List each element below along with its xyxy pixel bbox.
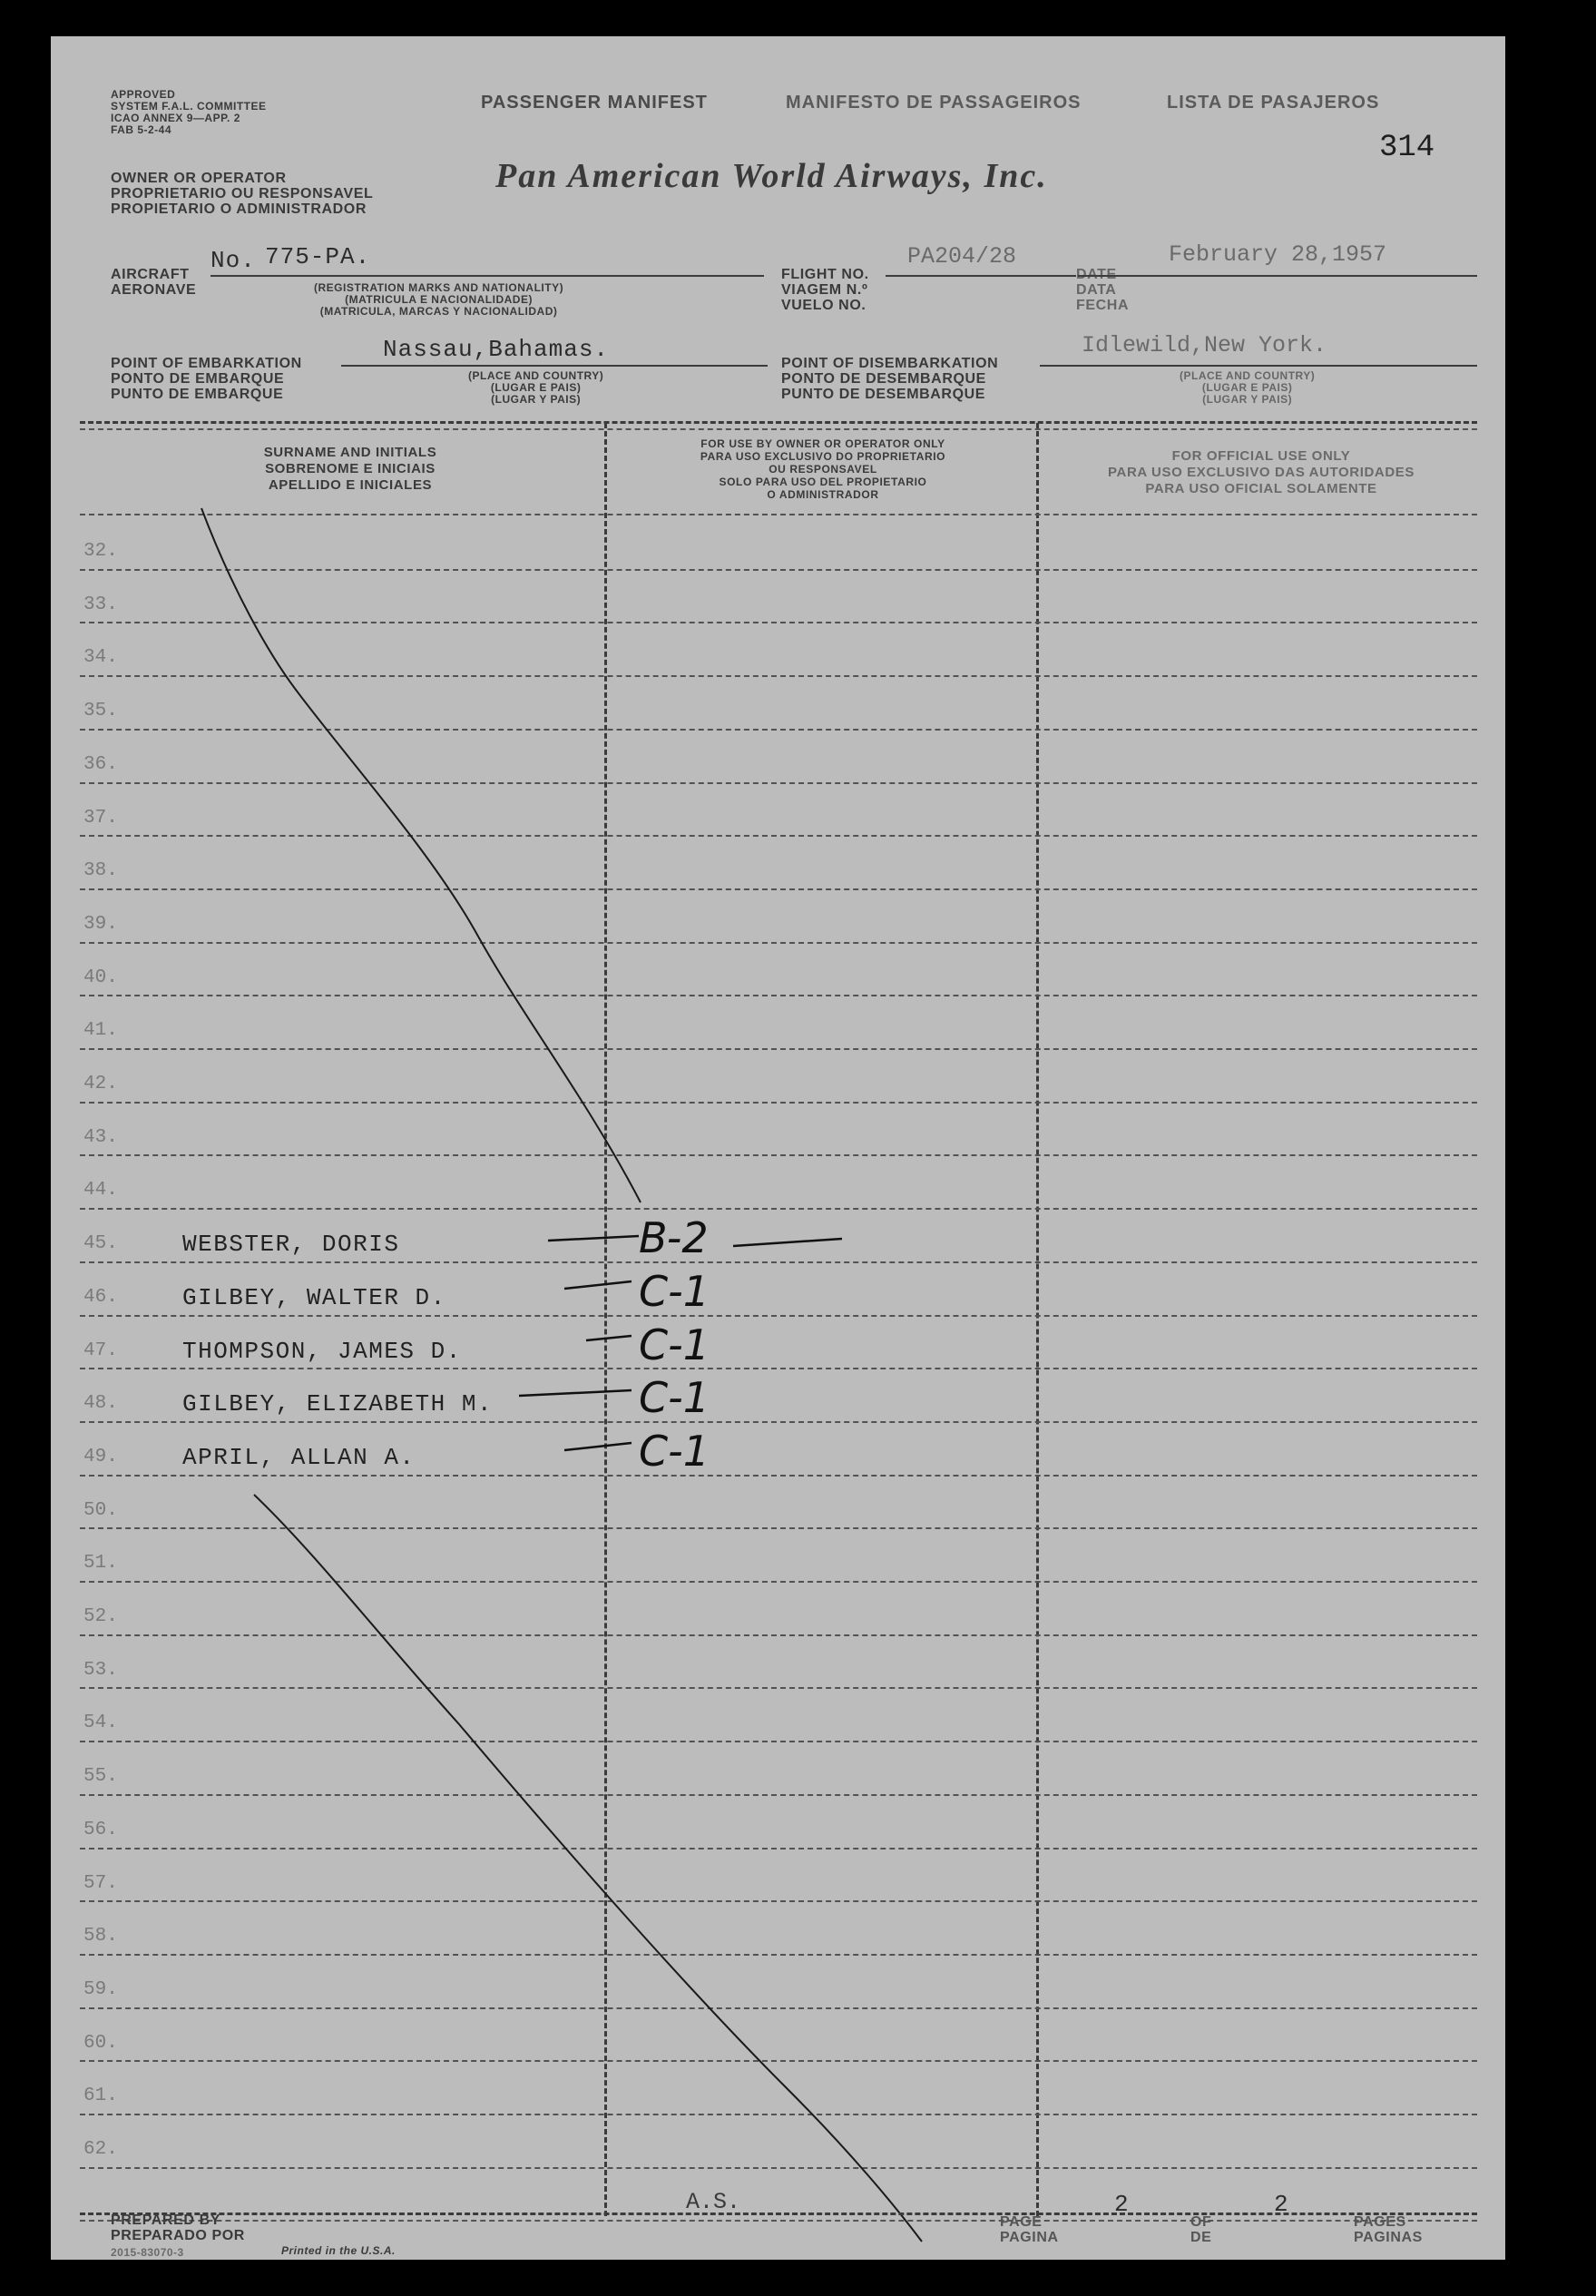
embark-label: PUNTO DE EMBARQUE — [111, 387, 284, 402]
row-number: 55. — [83, 1766, 118, 1788]
disembark-sub-label: (PLACE AND COUNTRY) — [1180, 369, 1316, 382]
row-number: 43. — [83, 1126, 118, 1148]
owner-label: OWNER OR OPERATOR — [111, 171, 287, 186]
row-number: 61. — [83, 2085, 118, 2107]
row-number: 53. — [83, 1659, 118, 1681]
row-number: 32. — [83, 541, 118, 562]
aircraft-sub-label: (MATRICULA, MARCAS Y NACIONALIDAD) — [319, 305, 558, 318]
prepared-labels — [111, 2213, 245, 2243]
manifest-sheet — [51, 36, 1505, 2260]
approval-line: ICAO ANNEX 9—APP. 2 — [111, 112, 240, 124]
of-labels — [1190, 2214, 1211, 2245]
form-number: 2015-83070-3 — [111, 2246, 184, 2259]
handwritten-code: C-1 — [639, 1373, 710, 1423]
handwritten-code: C-1 — [639, 1266, 710, 1316]
row-number: 56. — [83, 1819, 118, 1840]
of-label: DE — [1190, 2230, 1212, 2245]
row-number: 54. — [83, 1712, 118, 1734]
aircraft-sub-label: (MATRICULA E NACIONALIDADE) — [345, 293, 533, 306]
passenger-name: GILBEY, WALTER D. — [182, 1283, 446, 1311]
strike-line-lower — [254, 1495, 922, 2242]
passenger-name: THOMPSON, JAMES D. — [182, 1337, 462, 1365]
embark-label: PONTO DE EMBARQUE — [111, 371, 285, 387]
embark-sub-label: (PLACE AND COUNTRY) — [468, 369, 604, 382]
approval-line: APPROVED — [111, 88, 176, 101]
code-tick — [733, 1239, 842, 1246]
of-label: OF — [1190, 2214, 1212, 2230]
row-number: 49. — [83, 1446, 118, 1467]
disembarkation-place: Idlewild,New York. — [1082, 332, 1327, 358]
flight-label: FLIGHT NO. — [781, 267, 869, 282]
row-number: 45. — [83, 1233, 118, 1255]
strike-line-upper — [201, 508, 641, 1202]
handwritten-code: C-1 — [639, 1426, 710, 1476]
disembark-sub-label: (LUGAR E PAIS) — [1201, 381, 1293, 394]
row-number: 51. — [83, 1553, 118, 1575]
aircraft-number: 775-PA. — [265, 243, 371, 270]
col-surname-header-line: SURNAME AND INITIALS — [263, 445, 437, 460]
passenger-name: GILBEY, ELIZABETH M. — [182, 1390, 494, 1418]
row-number: 52. — [83, 1606, 118, 1627]
disembark-label: PONTO DE DESEMBARQUE — [781, 371, 986, 387]
disembark-label: PUNTO DE DESEMBARQUE — [781, 387, 986, 402]
flight-date: February 28,1957 — [1169, 241, 1387, 268]
embark-sub-label: (LUGAR Y PAIS) — [491, 393, 582, 406]
title-spanish: LISTA DE PASAJEROS — [1167, 93, 1380, 113]
date-label: FECHA — [1076, 298, 1130, 313]
title-portuguese: MANIFESTO DE PASSAGEIROS — [786, 93, 1082, 113]
row-number: 35. — [83, 701, 118, 722]
row-number: 36. — [83, 753, 118, 775]
code-tick — [586, 1336, 632, 1340]
printed-note: Printed in the U.S.A. — [281, 2244, 396, 2257]
row-number: 42. — [83, 1074, 118, 1094]
row-number: 44. — [83, 1180, 118, 1202]
row-number: 58. — [83, 1926, 118, 1948]
passenger-name: WEBSTER, DORIS — [182, 1231, 400, 1259]
aircraft-label: AIRCRAFT — [111, 267, 190, 282]
code-tick — [564, 1281, 632, 1289]
flight-label: VIAGEM N.º — [781, 282, 868, 298]
row-number: 46. — [83, 1286, 118, 1308]
approval-line: FAB 5-2-44 — [111, 123, 172, 136]
handwritten-code: B-2 — [639, 1213, 709, 1263]
aircraft-no-label: No. — [211, 247, 256, 274]
prepared-label: PREPARADO POR — [111, 2228, 245, 2243]
col-operator-header-line: SOLO PARA USO DEL PROPIETARIO — [719, 476, 927, 488]
row-number: 47. — [83, 1339, 118, 1361]
embarkation-place: Nassau,Bahamas. — [383, 336, 610, 363]
col-official-header-line: FOR OFFICIAL USE ONLY — [1171, 448, 1351, 464]
col-operator-header-line: FOR USE BY OWNER OR OPERATOR ONLY — [700, 437, 945, 450]
col-official-header-line: PARA USO OFICIAL SOLAMENTE — [1145, 481, 1377, 496]
row-number: 38. — [83, 860, 118, 882]
embark-label: POINT OF EMBARKATION — [111, 356, 302, 371]
pages-labels — [1354, 2214, 1423, 2245]
passenger-name: APRIL, ALLAN A. — [182, 1443, 416, 1471]
owner-label: PROPIETARIO O ADMINISTRADOR — [111, 201, 367, 217]
code-tick — [564, 1443, 632, 1450]
embark-sub-label: (LUGAR E PAIS) — [490, 381, 582, 394]
pages-label: PAGES — [1354, 2214, 1406, 2230]
pages-label: PAGINAS — [1354, 2230, 1423, 2245]
approval-line: SYSTEM F.A.L. COMMITTEE — [111, 100, 267, 113]
row-number: 50. — [83, 1499, 118, 1521]
row-number: 34. — [83, 647, 118, 669]
flight-number: PA204/28 — [907, 243, 1017, 270]
code-tick — [548, 1236, 639, 1241]
row-number: 37. — [83, 807, 118, 829]
row-number: 62. — [83, 2139, 118, 2160]
col-surname-header-line: SOBRENOME E INICIAIS — [265, 461, 436, 476]
row-number: 39. — [83, 913, 118, 935]
page-label: PAGINA — [1000, 2230, 1059, 2245]
date-label: DATA — [1076, 282, 1117, 298]
col-operator-header-line: O ADMINISTRADOR — [767, 488, 879, 501]
col-operator-header-line: PARA USO EXCLUSIVO DO PROPRIETARIO — [700, 450, 946, 463]
row-number: 48. — [83, 1393, 118, 1415]
page-id-number: 314 — [1379, 131, 1435, 165]
date-label: DATE — [1076, 267, 1117, 282]
col-operator-header-line: OU RESPONSAVEL — [769, 463, 877, 476]
row-number: 60. — [83, 2032, 118, 2054]
row-number: 40. — [83, 966, 118, 988]
prepared-by-value: A.S. — [686, 2189, 741, 2215]
col-surname-header-line: APELLIDO E INICIALES — [268, 477, 433, 493]
disembark-label: POINT OF DISEMBARKATION — [781, 356, 999, 371]
page-number: 2 — [1114, 2191, 1130, 2218]
row-number: 33. — [83, 594, 118, 615]
aircraft-sub-label: (REGISTRATION MARKS AND NATIONALITY) — [314, 281, 564, 294]
disembark-sub-label: (LUGAR Y PAIS) — [1202, 393, 1293, 406]
handwritten-marks — [51, 36, 1505, 2260]
page-labels — [1000, 2214, 1059, 2245]
code-tick — [519, 1390, 632, 1396]
prepared-label: PREPARED BY — [111, 2213, 220, 2228]
row-number: 57. — [83, 1872, 118, 1894]
total-pages: 2 — [1274, 2191, 1289, 2218]
owner-label: PROPRIETARIO OU RESPONSAVEL — [111, 186, 374, 201]
title-english: PASSENGER MANIFEST — [481, 93, 708, 113]
col-official-header-line: PARA USO EXCLUSIVO DAS AUTORIDADES — [1108, 465, 1415, 480]
aircraft-label: AERONAVE — [111, 282, 197, 298]
flight-label: VUELO NO. — [781, 298, 867, 313]
row-number: 41. — [83, 1020, 118, 1042]
page-label: PAGE — [1000, 2214, 1043, 2230]
operator-name: Pan American World Airways, Inc. — [495, 157, 1048, 195]
row-number: 59. — [83, 1978, 118, 2000]
handwritten-code: C-1 — [639, 1320, 710, 1369]
